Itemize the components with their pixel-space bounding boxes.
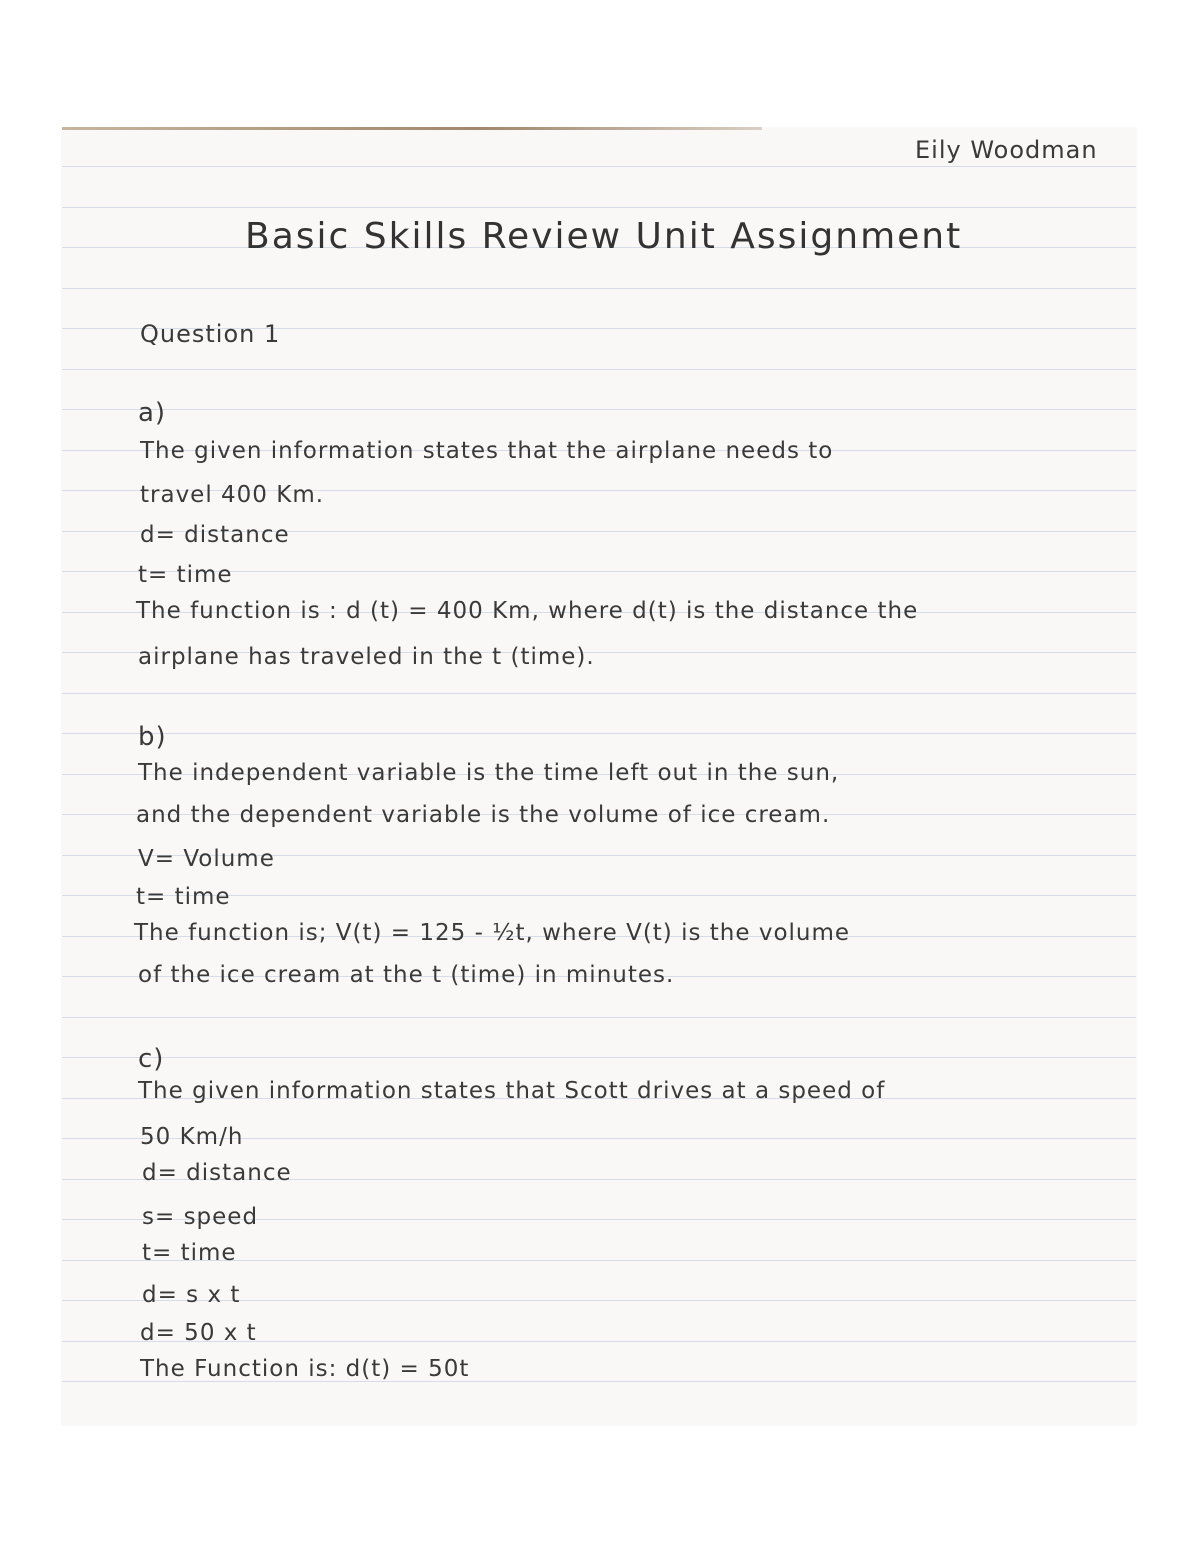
part-b-line-2: and the dependent variable is the volume of ice cream.: [136, 802, 831, 828]
part-c-line-5: t= time: [142, 1240, 237, 1266]
part-a-line-3: d= distance: [140, 522, 290, 548]
part-c-line-3: d= distance: [142, 1160, 292, 1186]
part-b-line-5: The function is; V(t) = 125 - ½t, where V(t) is the volume: [134, 920, 851, 946]
part-a-label: a): [138, 398, 167, 428]
part-a-line-6: airplane has traveled in the t (time).: [138, 644, 595, 670]
ruled-line: [62, 693, 1136, 694]
part-c-line-8: The Function is: d(t) = 50t: [140, 1356, 470, 1382]
part-a-line-1: The given information states that the airplane needs to: [140, 438, 834, 464]
part-a-line-5: The function is : d (t) = 400 Km, where d(t) is the distance the: [136, 598, 919, 624]
ruled-line: [62, 369, 1136, 370]
ruled-line: [62, 409, 1136, 410]
ruled-line: [62, 288, 1136, 289]
part-c-line-4: s= speed: [142, 1204, 259, 1230]
ruled-line: [62, 1017, 1136, 1018]
part-c-line-2: 50 Km/h: [140, 1124, 244, 1150]
student-name: Eily Woodman: [915, 136, 1098, 164]
question-label: Question 1: [140, 320, 281, 348]
part-c-line-6: d= s x t: [142, 1282, 241, 1308]
part-b-line-4: t= time: [136, 884, 231, 910]
part-c-line-1: The given information states that Scott drives at a speed of: [138, 1078, 886, 1104]
part-b-line-6: of the ice cream at the t (time) in minutes.: [138, 962, 675, 988]
ruled-line: [62, 207, 1136, 208]
assignment-title: Basic Skills Review Unit Assignment: [245, 216, 963, 257]
part-a-line-4: t= time: [138, 562, 233, 588]
part-b-line-3: V= Volume: [138, 846, 275, 872]
ruled-line: [62, 166, 1136, 167]
part-c-label: c): [138, 1044, 165, 1074]
ruled-line: [62, 1057, 1136, 1058]
part-a-line-2: travel 400 Km.: [140, 482, 325, 508]
part-b-line-1: The independent variable is the time left out in the sun,: [138, 760, 840, 786]
part-c-line-7: d= 50 x t: [140, 1320, 257, 1346]
part-b-label: b): [138, 722, 167, 752]
ruled-line: [62, 733, 1136, 734]
